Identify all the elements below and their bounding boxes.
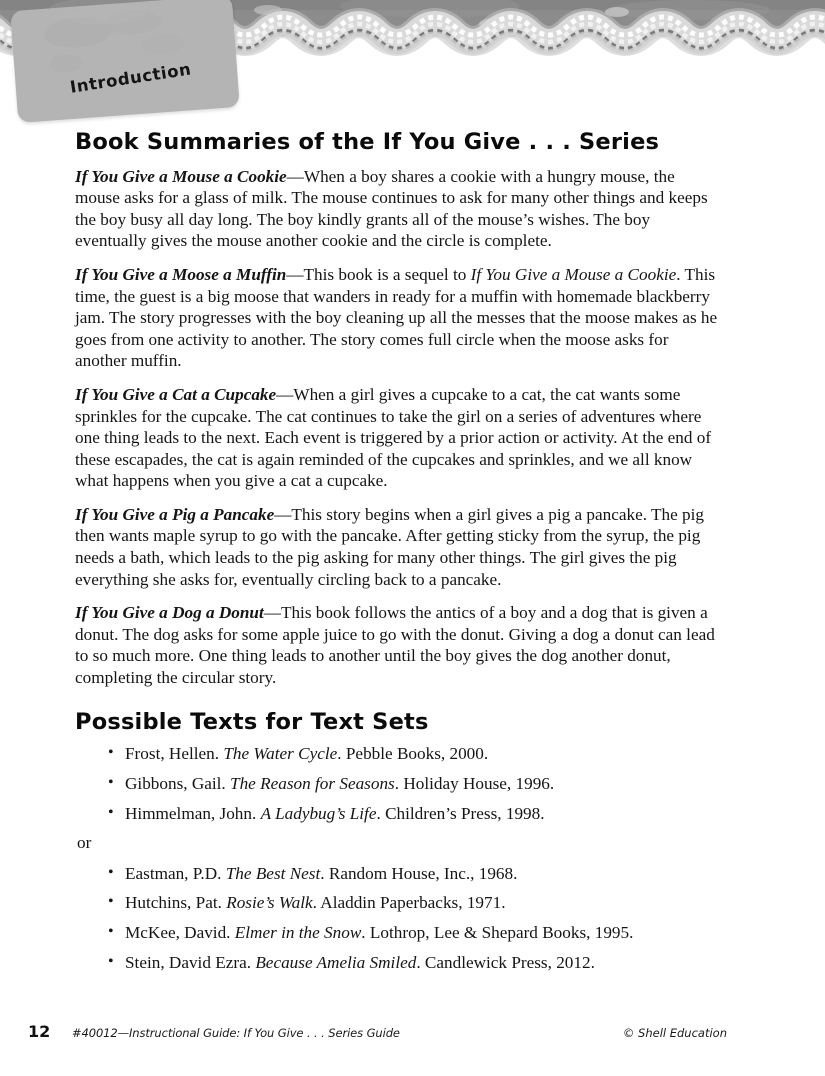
citation-publisher: . Aladdin Paperbacks, 1971. bbox=[312, 893, 506, 913]
citation-title: The Best Nest bbox=[225, 863, 321, 883]
page-footer bbox=[0, 1022, 825, 1052]
citation-author: Eastman, P.D. bbox=[125, 863, 226, 883]
citation-publisher: . Lothrop, Lee & Shepard Books, 1995. bbox=[361, 923, 634, 943]
citation-title: A Ladybug’s Life bbox=[260, 803, 377, 823]
citation-title: Because Amelia Smiled bbox=[255, 952, 417, 972]
summary-body: This book is a sequel to bbox=[303, 265, 471, 285]
em-dash: — bbox=[286, 166, 304, 186]
introduction-tab bbox=[10, 0, 240, 123]
summary-paragraph bbox=[75, 504, 721, 590]
citation-author: Gibbons, Gail. bbox=[125, 773, 231, 793]
or-divider-label: or bbox=[77, 833, 92, 853]
summary-paragraph bbox=[75, 602, 721, 688]
page-content bbox=[75, 130, 721, 982]
citation-title: The Water Cycle bbox=[223, 744, 338, 764]
tab-texture bbox=[10, 0, 240, 123]
summary-paragraph bbox=[75, 166, 721, 252]
list-item bbox=[75, 744, 721, 765]
page-title-possible-texts: Possible Texts for Text Sets bbox=[75, 709, 429, 736]
book-title: If You Give a Mouse a Cookie bbox=[75, 166, 287, 186]
summary-body: This story begins when a girl gives a pig a pancake. The pig then wants maple syrup to go with the pancake. After getting sticky from the syrup, the pig needs a bath, which leads to the pig asking for many other things. The girl gives the pig everything she asks for, eventually circling back to a pancake. bbox=[75, 504, 704, 589]
summary-body-continued: . This time, the guest is a big moose that wanders in ready for a muffin with homemade blackberry jam. The story progresses with the boy cleaning up all the messes that the moose makes as he goes from one activity to another. The story comes full circle when the moose asks for another muffin. bbox=[75, 265, 718, 371]
page-number: 12 bbox=[28, 1022, 51, 1041]
em-dash: — bbox=[276, 384, 294, 404]
citation-author: Hutchins, Pat. bbox=[125, 893, 227, 913]
citation-publisher: . Children’s Press, 1998. bbox=[376, 803, 545, 823]
citation-author: Frost, Hellen. bbox=[125, 744, 224, 764]
citation-publisher: . Candlewick Press, 2012. bbox=[416, 952, 595, 972]
book-title: If You Give a Dog a Donut bbox=[75, 603, 264, 623]
footer-product-line: #40012—Instructional Guide: If You Give . . . Series Guide bbox=[72, 1026, 400, 1040]
citation-publisher: . Pebble Books, 2000. bbox=[337, 744, 489, 764]
em-dash: — bbox=[286, 265, 304, 285]
book-reference: If You Give a Mouse a Cookie bbox=[470, 265, 677, 285]
list-item bbox=[75, 864, 721, 885]
summary-body: This book follows the antics of a boy and a dog that is given a donut. The dog asks for some apple juice to go with the donut. Giving a dog a donut can lead to so much more. One thing leads to another until the boy gives the dog another donut, completing the circular story. bbox=[75, 603, 715, 687]
summary-body: When a boy shares a cookie with a hungry mouse, the mouse asks for a glass of milk. The mouse continues to ask for many other things and keeps the boy busy all day long. The boy kindly grants all of the mouse’s wishes. The boy eventually gives the mouse another cookie and the circle is complete. bbox=[75, 166, 708, 251]
list-item bbox=[75, 774, 721, 795]
citation-author: Stein, David Ezra. bbox=[125, 952, 256, 972]
page-title-book-summaries: Book Summaries of the If You Give . . . Series bbox=[75, 129, 660, 155]
book-title: If You Give a Moose a Muffin bbox=[75, 265, 287, 285]
summary-paragraph bbox=[75, 264, 721, 372]
summary-body: When a girl gives a cupcake to a cat, the cat wants some sprinkles for the cupcake. The cat continues to take the girl on a series of adventures where one thing leads to the next. Each event is triggered by a prior action or activity. At the end of these escapades, the cat is again reminded of the cupcakes and sprinkles, and we all know what happens when you give a cat a cupcake. bbox=[75, 384, 712, 491]
citation-title: Rosie’s Walk bbox=[226, 893, 313, 913]
list-item bbox=[75, 893, 721, 914]
text-set-list-group-two bbox=[75, 864, 721, 974]
summary-paragraph bbox=[75, 384, 721, 492]
list-item bbox=[75, 923, 721, 944]
citation-title: Elmer in the Snow bbox=[234, 923, 362, 943]
book-title: If You Give a Cat a Cupcake bbox=[75, 384, 277, 404]
list-item bbox=[75, 953, 721, 974]
footer-copyright: © Shell Education bbox=[622, 1026, 727, 1040]
citation-publisher: . Random House, Inc., 1968. bbox=[320, 863, 518, 883]
citation-author: Himmelman, John. bbox=[125, 803, 261, 823]
citation-title: The Reason for Seasons bbox=[230, 773, 395, 793]
citation-author: McKee, David. bbox=[125, 923, 235, 943]
text-set-list-group-one bbox=[75, 744, 721, 824]
citation-publisher: . Holiday House, 1996. bbox=[394, 773, 555, 793]
book-title: If You Give a Pig a Pancake bbox=[75, 504, 275, 524]
em-dash: — bbox=[274, 504, 292, 524]
list-item bbox=[75, 804, 721, 825]
introduction-tab-label: Introduction bbox=[68, 59, 193, 97]
em-dash: — bbox=[263, 603, 281, 623]
